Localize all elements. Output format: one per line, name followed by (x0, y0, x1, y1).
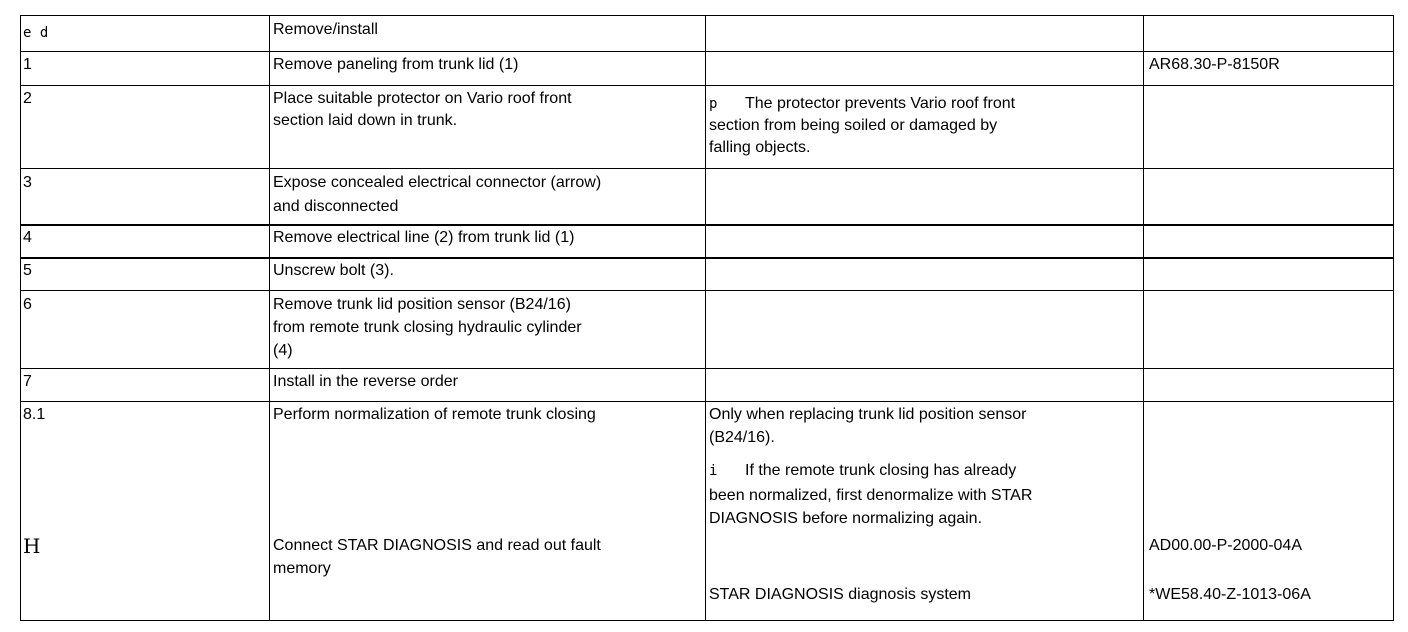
column-divider (705, 16, 706, 620)
procedure-table (20, 15, 1394, 621)
note-line (709, 460, 1016, 482)
note-text: The protector prevents Vario roof front (745, 95, 1016, 112)
note-text: STAR DIAGNOSIS diagnosis system (709, 586, 971, 603)
row-divider (21, 368, 1393, 369)
header-step: e d (23, 25, 49, 41)
step-number: 4 (23, 229, 32, 246)
row-divider (21, 168, 1393, 169)
diagnosis-symbol-icon: H (23, 534, 41, 558)
step-action: Unscrew bolt (3). (273, 262, 394, 279)
step-action: Remove trunk lid position sensor (B24/16) (273, 296, 571, 313)
reference-code: *WE58.40-Z-1013-06A (1149, 586, 1311, 603)
note-text: section from being soiled or damaged by (709, 117, 998, 134)
note-text: If the remote trunk closing has already (745, 462, 1017, 479)
reference-code: AD00.00-P-2000-04A (1149, 537, 1302, 554)
step-action: Perform normalization of remote trunk closing (273, 406, 596, 423)
reference-code: AR68.30-P-8150R (1149, 56, 1280, 73)
step-action: (4) (273, 342, 293, 359)
row-divider (21, 290, 1393, 291)
row-divider (21, 51, 1393, 52)
column-divider (269, 16, 270, 620)
protector-note-icon: p (709, 96, 718, 112)
info-note-icon: i (709, 463, 718, 479)
note-text: (B24/16). (709, 429, 775, 446)
step-action: memory (273, 560, 331, 577)
step-action: section laid down in trunk. (273, 112, 458, 129)
header-action: Remove/install (273, 21, 378, 38)
column-divider (1143, 16, 1144, 620)
note-text: Only when replacing trunk lid position sensor (709, 406, 1027, 423)
step-number: 2 (23, 90, 32, 107)
step-action: Connect STAR DIAGNOSIS and read out fault (273, 537, 601, 554)
note-text: falling objects. (709, 139, 811, 156)
step-action: and disconnected (273, 198, 399, 215)
step-number: 8.1 (23, 406, 46, 423)
step-number: 3 (23, 174, 32, 191)
step-action: Remove electrical line (2) from trunk lid (1) (273, 229, 575, 246)
step-action: Place suitable protector on Vario roof front (273, 90, 572, 107)
step-action: Expose concealed electrical connector (arrow) (273, 174, 602, 191)
note-text: been normalized, first denormalize with STAR (709, 487, 1033, 504)
row-divider (21, 85, 1393, 86)
note-text: DIAGNOSIS before normalizing again. (709, 510, 983, 527)
step-action: from remote trunk closing hydraulic cylinder (273, 319, 582, 336)
step-number: 6 (23, 296, 32, 313)
row-divider (21, 401, 1393, 402)
row-divider (21, 257, 1393, 259)
step-number: 5 (23, 262, 32, 279)
step-number: 1 (23, 56, 32, 73)
step-action: Remove paneling from trunk lid (1) (273, 56, 519, 73)
note-line (709, 93, 1015, 115)
step-number: 7 (23, 373, 32, 390)
row-divider (21, 224, 1393, 226)
step-action: Install in the reverse order (273, 373, 458, 390)
